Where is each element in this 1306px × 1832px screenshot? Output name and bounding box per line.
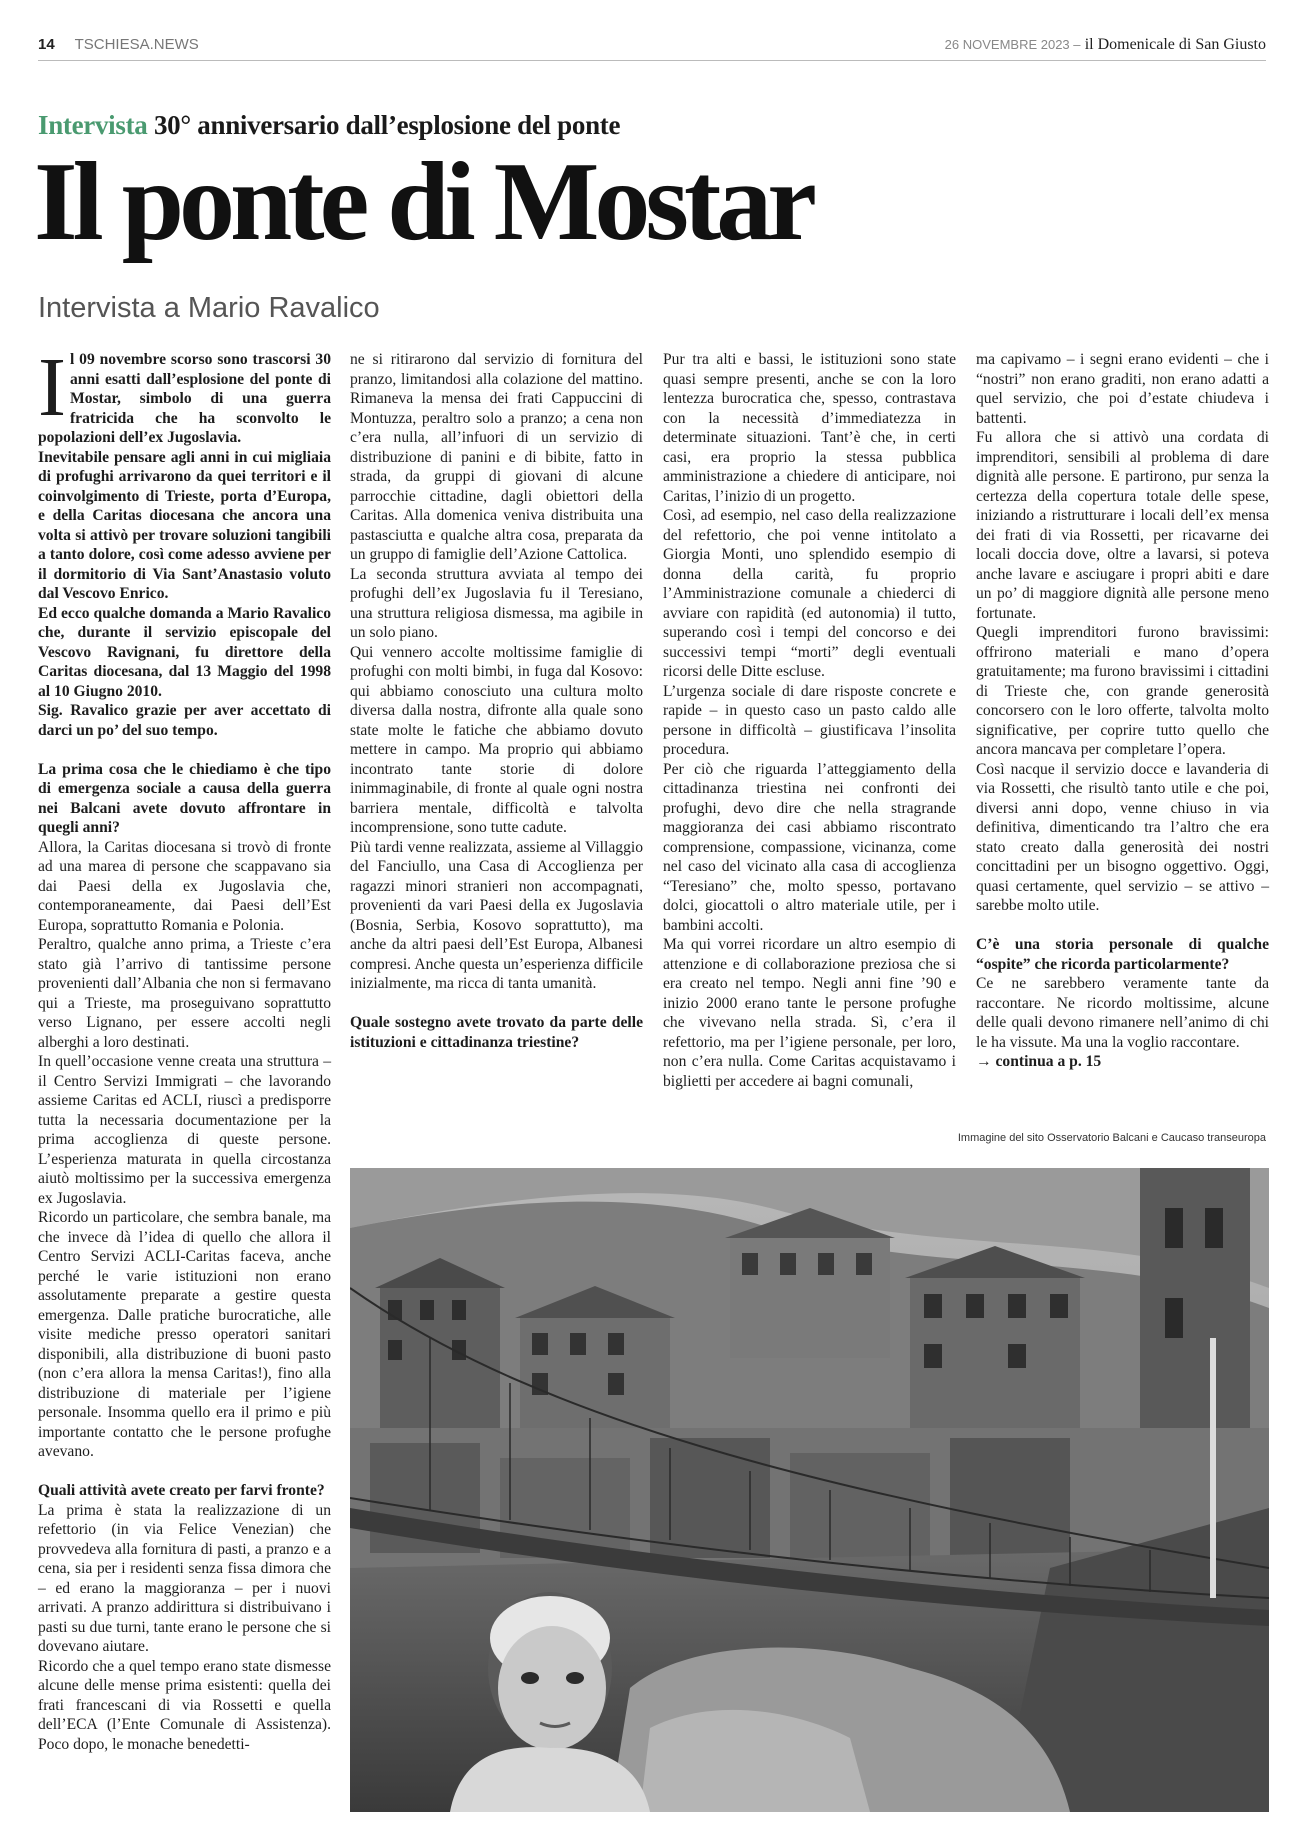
drop-cap: I [38, 341, 66, 434]
paragraph: Pur tra alti e bassi, le istituzioni sono state quasi sempre presenti, anche se con la loro lentezza burocratica che, spesso, contrastava con la necessità d’immediatezza in determinate situazioni. Tant’è che, in certi casi, era proprio la stessa pubblica amministrazione a chiedere di anticipare, noi Caritas, l’inizio di un progetto. [663, 351, 956, 505]
photo-caption: Immagine del sito Osservatorio Balcani e Caucaso transeuropa [957, 1132, 1266, 1144]
intro-paragraph [38, 341, 331, 448]
article-subtitle: Intervista a Mario Ravalico [38, 292, 380, 324]
spacer [350, 994, 643, 1014]
paragraph: La seconda struttura avviata al tempo dei profughi dell’ex Jugoslavia fu il Teresiano, una struttura religiosa dismessa, ma agibile in un solo piano. [350, 565, 643, 641]
article-column-2 [350, 350, 643, 1052]
paragraph: Ricordo che a quel tempo erano state dismesse alcune delle mense prima esistenti: quella dei frati francescani di via Rossetti e quella dell’ECA (l’Ente Comunale di Assistenza). Poco dopo, le monache benedetti- [38, 1657, 331, 1753]
article-column-3 [663, 350, 956, 1091]
paragraph: Peraltro, qualche anno prima, a Trieste c’era stato già l’arrivo di tantissime persone provenienti dall’Albania che non si fermavano qui a Trieste, ma proseguivano soprattutto verso Lignano, per essere accolti negli alberghi a loro destinati. [38, 936, 331, 1051]
page-header [38, 36, 1266, 56]
paragraph: Ma qui vorrei ricordare un altro esempio di attenzione e di collaborazione preziosa che si era creato nel tempo. Negli anni fine ’90 e inizio 2000 erano tante le persone profughe che vivevano nella strada. Sì, c’era il refettorio, ma per l’igiene personale, per loro, non c’era nulla. Come Caritas acquistavamo i biglietti per accedere ai bagni comunali, [663, 936, 956, 1090]
question-3: Quale sostegno avete trovato da parte delle istituzioni e cittadinanza triestine? [350, 1014, 643, 1051]
kicker-text: 30° anniversario dall’esplosione del ponte [153, 110, 621, 140]
header-divider [38, 60, 1266, 61]
spacer [38, 1462, 331, 1482]
intro-text-1: l 09 novembre scorso sono trascorsi 30 anni esatti dall’esplosione del ponte di Mostar, simbolo di una guerra fratricida che ha sconvolto le popolazioni dell’ex Jugoslavia. [38, 351, 331, 446]
header-right [945, 36, 1266, 54]
paragraph: Così nacque il servizio docce e lavanderia di via Rossetti, che risultò tanto utile e che poi, diversi anni dopo, venne chiuso in via definitiva, dimenticando tra l’altro che era stato creato dalla generosità dei nostri concittadini per un bisogno oggettivo. Oggi, quasi certamente, quel servizio – se attivo – sarebbe molto utile. [976, 760, 1269, 914]
paragraph: Quegli imprenditori furono bravissimi: offrirono materiali e mano d’opera gratuitamente; ma furono bravissimi i cittadini di Trieste che, con grande generosità concorsero con le loro offerte, talvolta molto significative, per coprire tutto quello che ancora mancava per completare l’opera. [976, 624, 1269, 758]
page-number: 14 [38, 36, 55, 53]
paragraph: Ricordo un particolare, che sembra banale, ma che invece dà l’idea di quello che allora il Centro Servizi ACLI-Caritas faceva, anche perché le varie istituzioni non erano assolutamente preparate a gestire questa emergenza. Dalle pratiche burocratiche, alle visite mediche presso operatori sanitari disponibili, alla distribuzione di buoni pasto (non c’era allora la mensa Caritas!), fino alla distribuzione di materiale per l’igiene personale. Insomma quello era il primo e più importante contatto che le persone profughe avevano. [38, 1209, 331, 1460]
article-kicker [38, 110, 620, 141]
question-1: La prima cosa che le chiediamo è che tipo di emergenza sociale a causa della guerra nei Balcani avete dovuto affrontare in quegli anni? [38, 760, 331, 836]
intro-text-4: Sig. Ravalico grazie per aver accettato di darci un po’ del suo tempo. [38, 702, 331, 739]
continue-link[interactable]: → continua a p. 15 [976, 1053, 1102, 1070]
paragraph: L’urgenza sociale di dare risposte concrete e rapide – in questo caso un pasto caldo alle persone in difficoltà – giustificava l’insolita procedura. [663, 682, 956, 758]
paragraph: Per ciò che riguarda l’atteggiamento della cittadinanza triestina nei confronti dei profughi, devo dire che nella stragrande maggioranza dei casi abbiamo riscontrato comprensione, compassione, vicinanza, come nel caso del vicinato alla casa di accoglienza “Teresiano” che, molto spesso, portavano dolci, giocattoli o altro materiale utile, per i bambini accolti. [663, 760, 956, 934]
paragraph: Più tardi venne realizzata, assieme al Villaggio del Fanciullo, una Casa di Accoglienza per ragazzi minori stranieri non accompagnati, provenienti da vari Paesi della ex Jugoslavia (Bosnia, Serbia, Kosovo soprattutto), ma anche da altri paesi dell’Est Europa, Albanesi compresi. Anche questa un’esperienza difficile inizialmente, ma ricca di tanta umanità. [350, 838, 643, 992]
article-column-1 [38, 341, 331, 1754]
paragraph: Qui vennero accolte moltissime famiglie di profughi con molti bimbi, in fuga dal Kosovo: qui abbiamo conosciuto una cultura molto diversa dalla nostra, difronte alla quale sono state molte le fatiche che abbiamo dovuto mettere in campo. Ma proprio qui abbiamo incontrato tante storie di dolore inimmaginabile, di fronte al quale ogni nostra barriera mentale, difficoltà e talvolta incomprensione, sono tutte cadute. [350, 643, 643, 836]
paragraph: Allora, la Caritas diocesana si trovò di fronte ad una marea di persone che scappavano sia dai Paesi della ex Jugoslavia che, contemporaneamente, dai Paesi dell’Est Europa, soprattutto Romania e Polonia. [38, 838, 331, 934]
paragraph: Fu allora che si attivò una cordata di imprenditori, sensibili al problema di dare dignità alle persone. E partirono, pur senza la certezza della copertura totale delle spese, iniziando a ristrutturare i locali dell’ex mensa dei frati di via Rossetti, per ricavarne dei locali doccia dove, oltre a lavarsi, si poteva anche lavare e asciugare i propri abiti e dare un po’ di maggiore dignità alle persone meno fortunate. [976, 429, 1269, 622]
paragraph: ma capivamo – i segni erano evidenti – che i “nostri” non erano graditi, non erano adatti a quel servizio, che poi d’estate chiudeva i battenti. [976, 351, 1269, 427]
question-4: C’è una storia personale di qualche “ospite” che ricorda particolarmente? [976, 936, 1269, 973]
publication-name: il Domenicale di San Giusto [1084, 36, 1266, 53]
intro-text-3: Ed ecco qualche domanda a Mario Ravalico che, durante il servizio episcopale del Vescovo Ravignani, fu direttore della Caritas diocesana, dal 13 Maggio del 1998 al 10 Giugno 2010. [38, 604, 331, 700]
intro-text-2: Inevitabile pensare agli anni in cui migliaia di profughi arrivarono da quei territori e il coinvolgimento di Trieste, porta d’Europa, e della Caritas diocesana che ancora una volta si attivò per trovare soluzioni tangibili a tanto dolore, così come adesso avviene per il dormitorio di Via Sant’Anastasio voluto dal Vescovo Enrico. [38, 448, 331, 602]
article-headline: Il ponte di Mostar [34, 140, 812, 264]
paragraph: La prima è stata la realizzazione di un refettorio (in via Felice Venezian) che provvedeva alla fornitura di pasti, a pranzo e a cena, sia per i residenti senza fissa dimora che – ed erano la maggioranza – per i nuovi arrivati. A pranzo addirittura si distribuivano i pasti su due turni, tante erano le persone che si dovevano aiutare. [38, 1501, 331, 1655]
article-column-4 [976, 350, 1269, 1072]
header-left [38, 36, 199, 53]
paragraph: In quell’occasione venne creata una struttura – il Centro Servizi Immigrati – che lavorando assieme Caritas ed ACLI, riuscì a predisporre tutta la necessaria documentazione per la prima accoglienza di queste persone. L’esperienza maturata in quella circostanza aiutò moltissimo per la successiva emergenza ex Jugoslavia. [38, 1053, 331, 1207]
paragraph: Così, ad esempio, nel caso della realizzazione del refettorio, che poi venne intitolato a Giorgia Monti, uno splendido esempio di donna della carità, fu proprio l’Amministrazione comunale a chiederci di avviare con rapidità (ed autonomia) il tutto, superando così i tempi del concorso e dei successivi tempi “morti” degli eventuali ricorsi delle Ditte escluse. [663, 507, 956, 680]
spacer [976, 916, 1269, 936]
site-link[interactable]: TSCHIESA.NEWS [74, 36, 199, 53]
photo-illustration [350, 1168, 1269, 1812]
spacer [38, 740, 331, 760]
mostar-bridge-photo [350, 1168, 1269, 1812]
issue-date: 26 NOVEMBRE 2023 – [944, 37, 1081, 52]
question-2: Quali attività avete creato per farvi fronte? [38, 1482, 325, 1499]
paragraph: ne si ritirarono dal servizio di fornitura del pranzo, limitandosi alla colazione del mattino. Rimaneva la mensa dei frati Cappuccini di Montuzza, peraltro solo a pranzo; a cena non c’era nulla, all’infuori di un servizio di distribuzione di panini e di bibite, fatto in strada, da gruppi di giovani di alcune parrocchie cittadine, dagli obiettori della Caritas. Alla domenica veniva distribuita una pastasciutta e qualche altra cosa, preparata da un gruppo di famiglie dell’Azione Cattolica. [350, 351, 643, 563]
paragraph: Ce ne sarebbero veramente tante da raccontare. Ne ricordo moltissime, alcune delle quali devono rimanere nell’animo di chi le ha vissute. Ma una la voglio raccontare. [976, 975, 1269, 1051]
kicker-section: Intervista [38, 110, 148, 140]
